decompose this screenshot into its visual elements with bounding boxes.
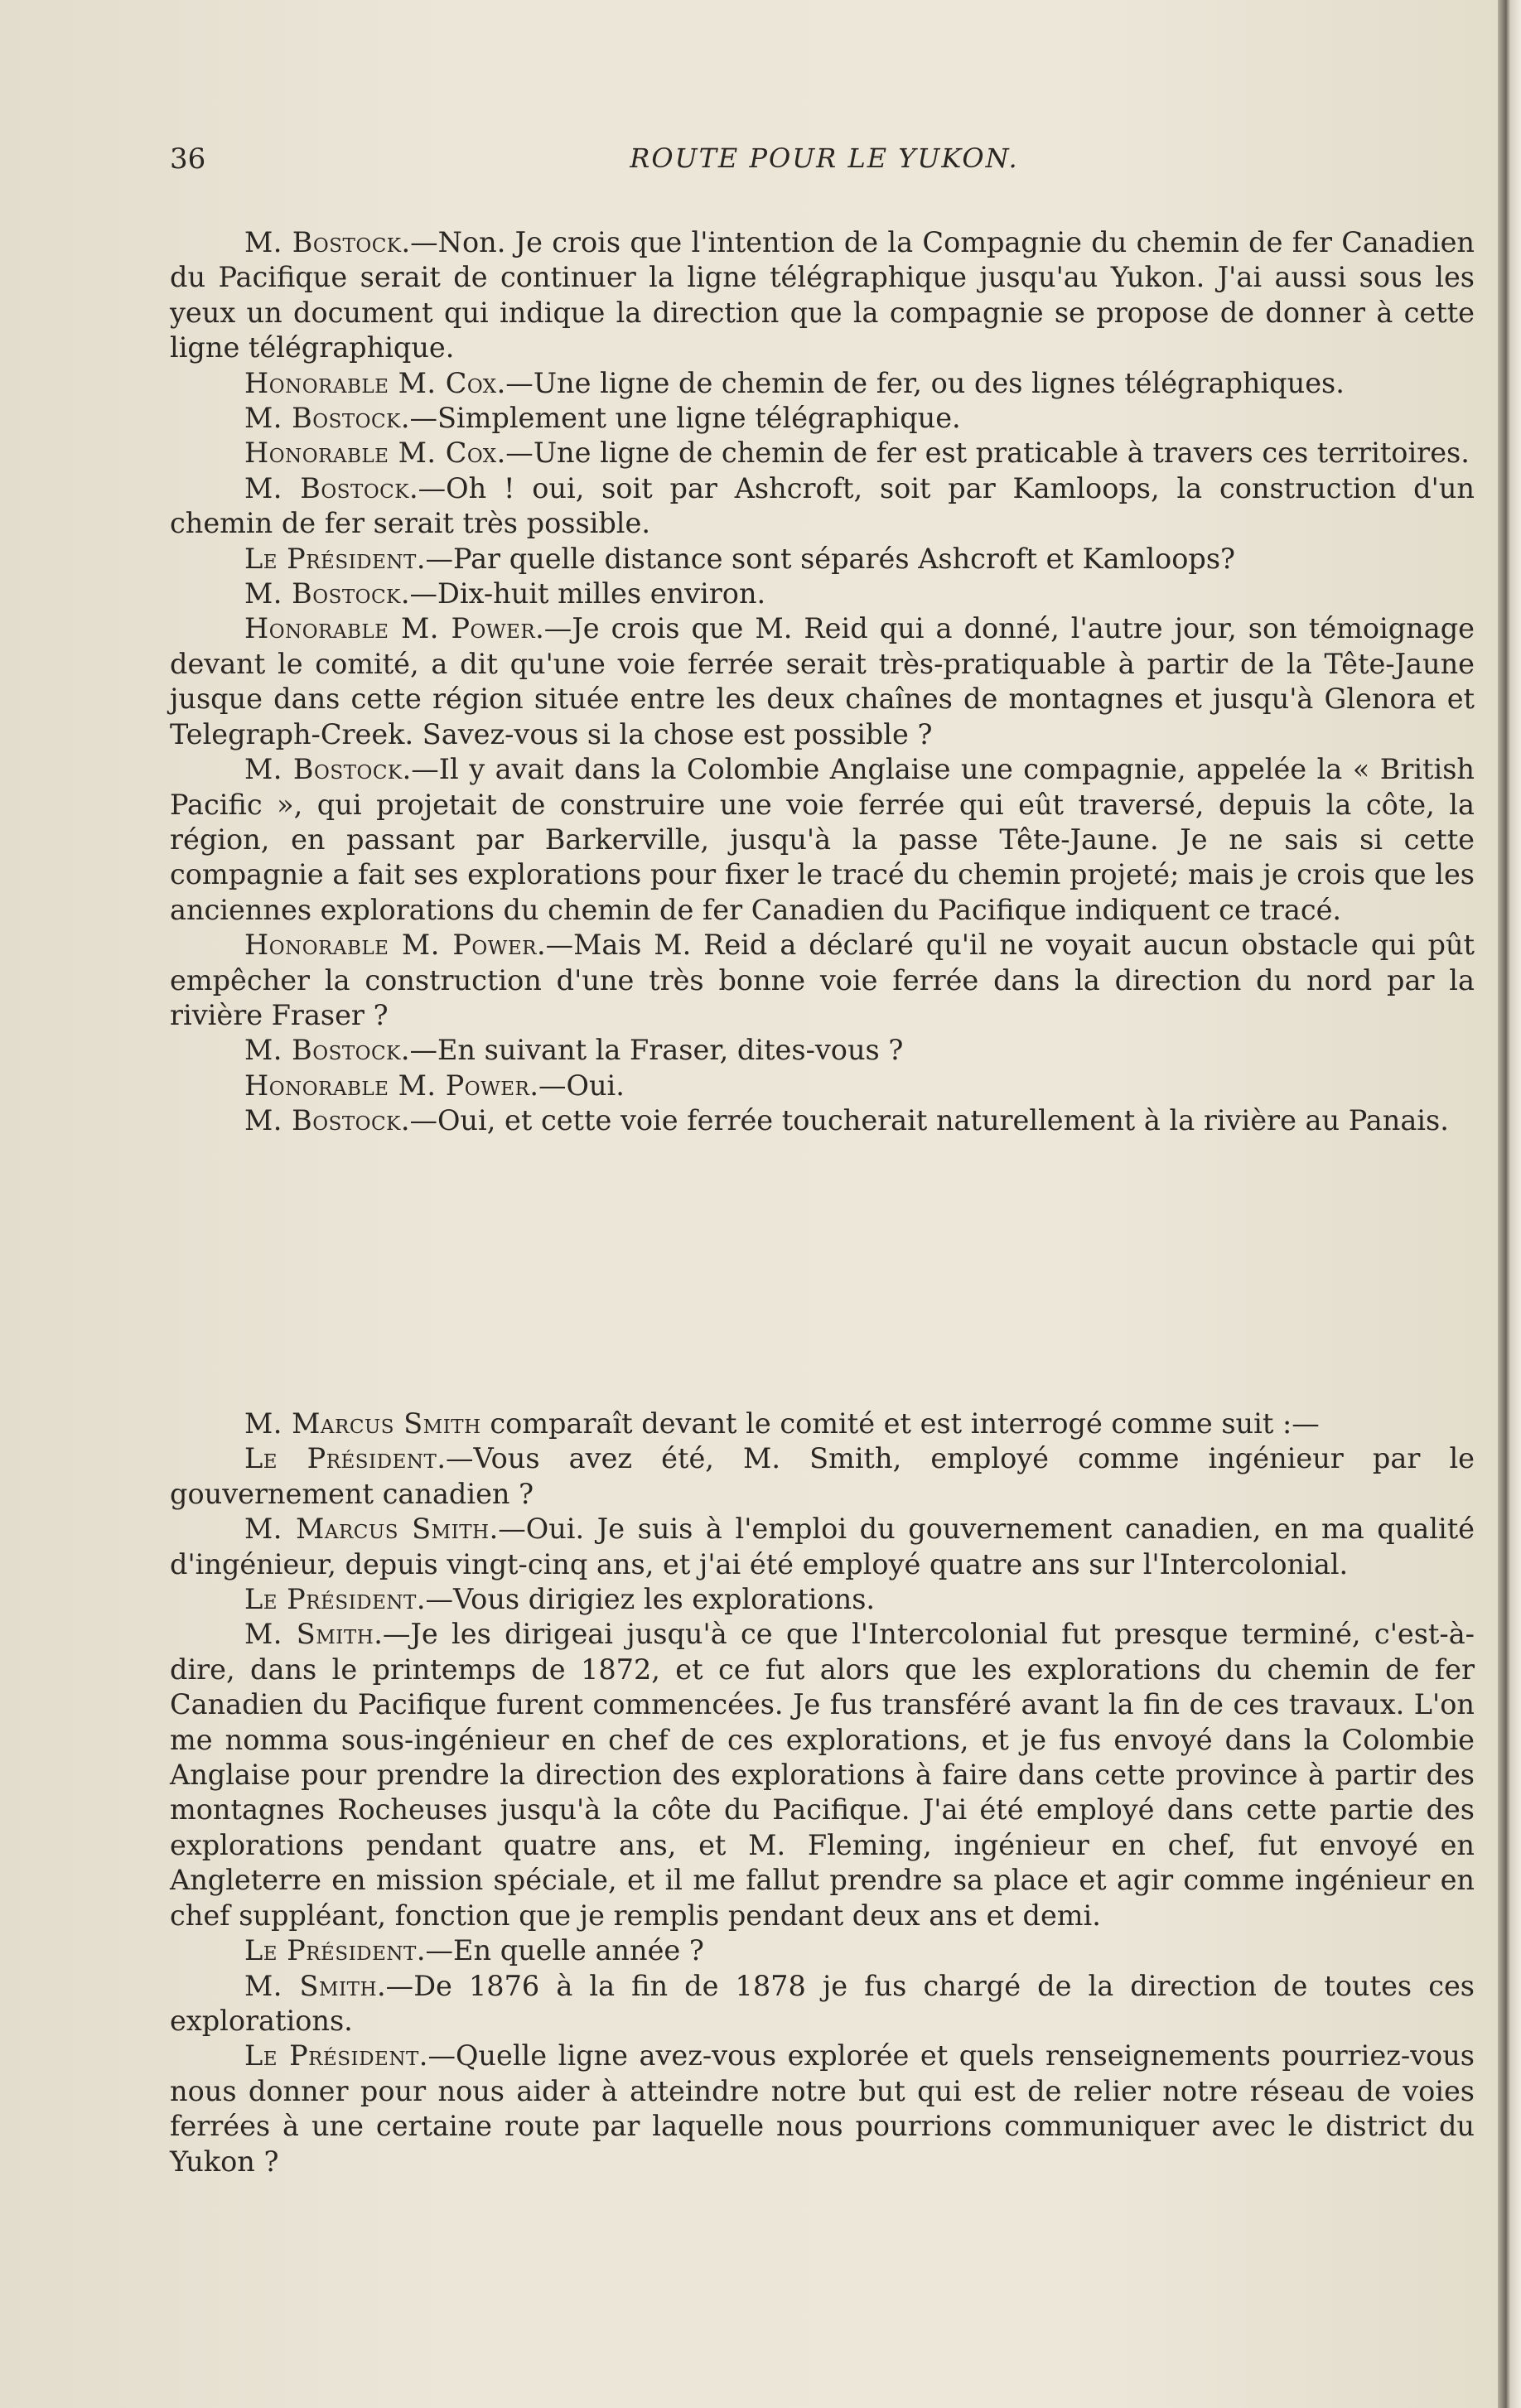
speaker: Le Président	[244, 542, 417, 575]
speaker: M. Bostock	[244, 402, 401, 435]
speaker: M. Bostock	[244, 1104, 401, 1137]
speech: Oh ! oui, soit par Ashcroft, soit par Kamloops, la construction d'un chemin de fer serait très possible.	[170, 471, 1475, 540]
speech: Je crois que M. Reid qui a donné, l'autre jour, son témoignage devant le comité, a dit qu'une voie ferrée serait très-pratiquable à partir de la Tête-Jaune jusque dans cette région située entre les deux chaînes de montagnes et jusqu'à Glenora et Telegraph-Creek. Savez-vous si la chose est possible ?	[170, 612, 1475, 750]
speaker: Le Président	[244, 1583, 417, 1616]
paragraph: M. Bostock.—Il y avait dans la Colombie Anglaise une compagnie, appelée la « British Pacific », qui projetait de construire une voie ferrée qui eût traversé, depuis la côte, la région, en passant par Barkerville, jusqu'à la passe Tête-Jaune. Je ne sais si cette compagnie a fait ses explorations pour fixer le tracé du chemin projeté; mais je crois que les anciennes explorations du chemin de fer Canadien du Pacifique indiquent ce tracé.	[170, 753, 1475, 926]
paragraph: Le Président.—En quelle année ?	[244, 1934, 704, 1967]
testimony-bostock	[170, 225, 1475, 1139]
speaker: Honorable M. Power	[244, 612, 536, 645]
paragraph: M. Bostock.—Oh ! oui, soit par Ashcroft, soit par Kamloops, la construction d'un chemin de fer serait très possible.	[170, 471, 1475, 540]
speech: Par quelle distance sont séparés Ashcroft et Kamloops?	[453, 542, 1235, 575]
paragraph: Honorable M. Power.—Oui.	[244, 1069, 625, 1102]
paragraph: M. Smith.—Je les dirigeai jusqu'à ce que l'Intercolonial fut presque terminé, c'est-à-dire, dans le printemps de 1872, et ce fut alors que les explorations du chemin de fer Canadien du Pacifique furent commencées. Je fus transféré avant la fin de ces travaux. L'on me nomma sous-ingénieur en chef de ces explorations, et je fus envoyé dans la Colombie Anglaise pour prendre la direction des explorations à faire dans cette province à partir des montagnes Rocheuses jusqu'à la côte du Pacifique. J'ai été employé dans cette partie des explorations pendant quatre ans, et M. Fleming, ingénieur en chef, fut envoyé en Angleterre en mission spéciale, et il me fallut prendre sa place et agir comme ingénieur en chef suppléant, fonction que je remplis pendant deux ans et demi.	[170, 1618, 1475, 1932]
speech: Vous avez été, M. Smith, employé comme ingénieur par le gouvernement canadien ?	[170, 1442, 1475, 1510]
page-header	[170, 142, 1479, 192]
speech: Oui, et cette voie ferrée toucherait naturellement à la rivière au Panais.	[437, 1104, 1449, 1137]
testimony-smith	[170, 1407, 1475, 2179]
running-title: ROUTE POUR LE YUKON.	[630, 142, 1019, 174]
speaker: M. Bostock	[244, 753, 403, 786]
speech: Vous dirigiez les explorations.	[453, 1583, 876, 1616]
paragraph-intro	[170, 1407, 1475, 1441]
speech: Oui. Je suis à l'emploi du gouvernement canadien, en ma qualité d'ingénieur, depuis vingt-cinq ans, et j'ai été employé quatre ans sur l'Intercolonial.	[170, 1513, 1475, 1580]
speech: De 1876 à la fin de 1878 je fus chargé de la direction de toutes ces explorations.	[170, 1969, 1475, 2037]
speaker: Le Président	[244, 1442, 437, 1475]
speaker: M. Bostock	[244, 226, 402, 258]
paragraph: Honorable M. Cox.—Une ligne de chemin de fer, ou des lignes télégraphiques.	[244, 366, 1345, 399]
speaker: M. Bostock	[244, 1034, 401, 1067]
paragraph: M. Bostock.—En suivant la Fraser, dites-vous ?	[244, 1034, 904, 1067]
speaker: Le Président	[244, 1934, 417, 1967]
paragraph: Honorable M. Power.—Je crois que M. Reid qui a donné, l'autre jour, son témoignage devant le comité, a dit qu'une voie ferrée serait très-pratiquable à partir de la Tête-Jaune jusque dans cette région située entre les deux chaînes de montagnes et jusqu'à Glenora et Telegraph-Creek. Savez-vous si la chose est possible ?	[170, 612, 1475, 750]
speech: Il y avait dans la Colombie Anglaise une compagnie, appelée la « British Pacific », qui projetait de construire une voie ferrée qui eût traversé, depuis la côte, la région, en passant par Barkerville, jusqu'à la passe Tête-Jaune. Je ne sais si cette compagnie a fait ses explorations pour fixer le tracé du chemin projeté; mais je crois que les anciennes explorations du chemin de fer Canadien du Pacifique indiquent ce tracé.	[170, 753, 1475, 926]
paragraph: M. Bostock.—Oui, et cette voie ferrée toucherait naturellement à la rivière au Panais.	[244, 1104, 1449, 1137]
paragraph: Le Président.—Vous dirigiez les explorations.	[244, 1583, 876, 1616]
speech: En quelle année ?	[453, 1934, 704, 1967]
speech: Une ligne de chemin de fer est praticable à travers ces territoires.	[533, 437, 1470, 470]
speech: Une ligne de chemin de fer, ou des lignes télégraphiques.	[533, 366, 1345, 399]
speech: Quelle ligne avez-vous explorée et quels renseignements pourriez-vous nous donner pour nous aider à atteindre notre but qui est de relier notre réseau de voies ferrées à une certaine route par laquelle nous pourrions communiquer avec le district du Yukon ?	[170, 2039, 1475, 2178]
speech: Mais M. Reid a déclaré qu'il ne voyait aucun obstacle qui pût empêcher la construction d'une très bonne voie ferrée dans la direction du nord par la rivière Fraser ?	[170, 929, 1475, 1031]
speech: Simplement une ligne télégraphique.	[437, 402, 961, 435]
speech: Dix-huit milles environ.	[437, 577, 766, 610]
speaker: Le Président	[244, 2039, 419, 2073]
paragraph: Le Président.—Quelle ligne avez-vous explorée et quels renseignements pourriez-vous nous donner pour nous aider à atteindre notre but qui est de relier notre réseau de voies ferrées à une certaine route par laquelle nous pourrions communiquer avec le district du Yukon ?	[170, 2039, 1475, 2178]
speech: En suivant la Fraser, dites-vous ?	[437, 1034, 904, 1067]
speech: Oui.	[566, 1069, 625, 1102]
page-number: 36	[170, 142, 206, 176]
paragraph: M. Bostock.—Simplement une ligne télégraphique.	[244, 402, 961, 435]
paragraph: Honorable M. Power.—Mais M. Reid a déclaré qu'il ne voyait aucun obstacle qui pût empêcher la construction d'une très bonne voie ferrée dans la direction du nord par la rivière Fraser ?	[170, 929, 1475, 1031]
paragraph: M. Bostock.—Dix-huit milles environ.	[244, 577, 766, 610]
speaker: M. Bostock	[244, 471, 409, 504]
paragraph: M. Marcus Smith.—Oui. Je suis à l'emploi du gouvernement canadien, en ma qualité d'ingénieur, depuis vingt-cinq ans, et j'ai été employé quatre ans sur l'Intercolonial.	[170, 1513, 1475, 1580]
speaker: Honorable M. Cox	[244, 366, 497, 399]
speech: Je les dirigeai jusqu'à ce que l'Intercolonial fut presque terminé, c'est-à-dire, dans le printemps de 1872, et ce fut alors que les explorations du chemin de fer Canadien du Pacifique furent commencées. Je fus transféré avant la fin de ces travaux. L'on me nomma sous-ingénieur en chef de ces explorations, et je fus envoyé dans la Colombie Anglaise pour prendre la direction des explorations à faire dans cette province à partir des montagnes Rocheuses jusqu'à la côte du Pacifique. J'ai été employé dans cette partie des explorations pendant quatre ans, et M. Fleming, ingénieur en chef, fut envoyé en Angleterre en mission spéciale, et il me fallut prendre sa place et agir comme ingénieur en chef suppléant, fonction que je remplis pendant deux ans et demi.	[170, 1618, 1475, 1932]
speaker: M. Smith	[244, 1969, 378, 2002]
speaker: M. Marcus Smith	[244, 1407, 481, 1440]
paragraph: Le Président.—Vous avez été, M. Smith, employé comme ingénieur par le gouvernement canadien ?	[170, 1442, 1475, 1510]
speech: comparaît devant le comité et est interrogé comme suit :—	[490, 1407, 1320, 1440]
speaker: Honorable M. Cox	[244, 437, 497, 470]
speaker: M. Bostock	[244, 577, 401, 610]
paragraph: Honorable M. Cox.—Une ligne de chemin de fer est praticable à travers ces territoires.	[244, 437, 1470, 470]
paragraph: Le Président.—Par quelle distance sont séparés Ashcroft et Kamloops?	[244, 542, 1235, 575]
book-spine-edge	[1498, 0, 1521, 2408]
paragraph: M. Smith.—De 1876 à la fin de 1878 je fus chargé de la direction de toutes ces explorations.	[170, 1969, 1475, 2037]
speech: Non. Je crois que l'intention de la Compagnie du chemin de fer Canadien du Pacifique serait de continuer la ligne télégraphique jusqu'au Yukon. J'ai aussi sous les yeux un document qui indique la direction que la compagnie se propose de donner à cette ligne télégraphique.	[170, 226, 1475, 364]
speaker: Honorable M. Power	[244, 929, 537, 962]
speaker: M. Smith	[244, 1618, 374, 1651]
speaker: Honorable M. Power	[244, 1069, 530, 1102]
paragraph: M. Bostock.—Non. Je crois que l'intention de la Compagnie du chemin de fer Canadien du Pacifique serait de continuer la ligne télégraphique jusqu'au Yukon. J'ai aussi sous les yeux un document qui indique la direction que la compagnie se propose de donner à cette ligne télégraphique.	[170, 226, 1475, 364]
speaker: M. Marcus Smith	[244, 1513, 490, 1546]
